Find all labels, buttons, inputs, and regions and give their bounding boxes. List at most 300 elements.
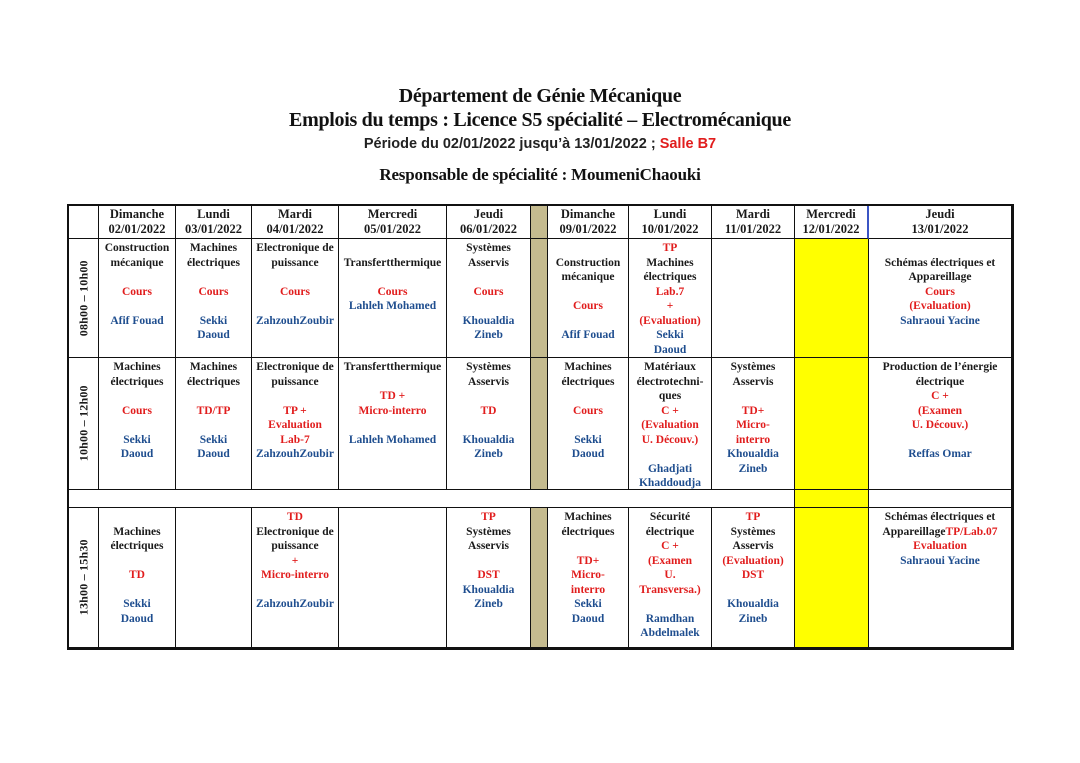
cell-text: Machines: [564, 361, 612, 373]
text-line: [548, 554, 628, 569]
cell-text: Cours: [279, 285, 311, 298]
text-line: [548, 256, 628, 271]
text-line: [629, 554, 711, 569]
cell-text: Khoualdia: [462, 583, 515, 596]
text-line: [447, 568, 530, 583]
time-slot-2: [69, 358, 99, 490]
text-line: [176, 447, 251, 462]
cell-text: Machines: [189, 361, 238, 373]
text-line: [252, 314, 338, 329]
responsable-line: Responsable de spécialité : MoumeniChaouki: [379, 165, 701, 184]
text-line: [869, 360, 1011, 375]
text-line: [629, 343, 711, 358]
cell-text: puissance: [271, 256, 319, 269]
text-line: [252, 375, 338, 390]
text-line: [869, 241, 1011, 256]
text-line: [252, 510, 338, 525]
corner-cell: [69, 206, 99, 239]
cell-text: Machines: [564, 511, 612, 523]
col-header-mardi-11: Mardi 11/01/2022: [712, 206, 795, 239]
text-line: [252, 256, 338, 271]
week-separator: [531, 239, 548, 358]
text-line: [629, 462, 711, 477]
cell-text: ZahzouhZoubir: [256, 314, 334, 327]
cell-text: Daoud: [653, 343, 687, 356]
cell-text: Cours: [924, 285, 956, 298]
text-line: [548, 510, 628, 525]
cell-text: Schémas électriques et: [884, 511, 996, 523]
text-line: [548, 447, 628, 462]
cell-text: Afif Fouad: [110, 314, 164, 327]
period-text: Période du 02/01/2022 jusqu’à 13/01/2022 ;: [363, 136, 660, 152]
cell-text: (Evaluation: [641, 419, 699, 431]
cell-text: DST: [741, 569, 765, 581]
col-header-jeudi-06: Jeudi 06/01/2022: [447, 206, 531, 239]
cell-text: Asservis: [468, 540, 509, 552]
cell-r1-lundi-03: [176, 239, 252, 358]
text-line: [548, 539, 628, 554]
text-line: [629, 525, 711, 540]
text-line: [548, 241, 628, 256]
text-line: [629, 299, 711, 314]
cell-text: (Evaluation): [722, 554, 784, 567]
room-label: Salle B7: [659, 136, 717, 152]
text-line: [712, 597, 794, 612]
cell-text: Sahraoui Yacine: [900, 554, 980, 567]
text-line: [447, 404, 530, 419]
cell-text: TD: [287, 511, 303, 523]
text-line: [176, 328, 251, 343]
cell-text: électrique: [915, 375, 965, 388]
text-line: [629, 539, 711, 554]
cell-text: (Evaluation): [639, 314, 701, 327]
text-line: [99, 241, 175, 256]
text-line: [99, 568, 175, 583]
cell-text: Machines: [189, 242, 238, 254]
text-line: [629, 314, 711, 329]
text-line: [629, 568, 711, 583]
cell-text: TD: [129, 569, 145, 581]
cell-text: TP: [745, 511, 761, 523]
text-line: [869, 375, 1011, 390]
cell-text: Construction: [555, 256, 621, 269]
text-line: [548, 597, 628, 612]
cell-r2-mardi-11: [712, 358, 795, 490]
text-line: [447, 554, 530, 569]
col-header-jeudi-13: Jeudi 13/01/2022: [869, 206, 1012, 239]
cell-text: Khaddoudja: [638, 477, 701, 489]
col-header-dimanche-09: Dimanche 09/01/2022: [548, 206, 629, 239]
text-line: [712, 539, 794, 554]
text-line: [99, 314, 175, 329]
text-line: [99, 360, 175, 375]
text-line: [869, 299, 1011, 314]
text-line: [869, 270, 1011, 285]
text-line: [447, 328, 530, 343]
text-line: [99, 404, 175, 419]
cell-text: Khoualdia: [727, 598, 779, 610]
text-line: [629, 626, 711, 641]
text-line: [447, 525, 530, 540]
cell-r1-jeudi-06: [447, 239, 531, 358]
cell-text: (Evaluation): [909, 300, 971, 312]
text-line: [548, 360, 628, 375]
text-line: [339, 285, 446, 300]
text-line: [629, 597, 711, 612]
cell-r1-mardi-11: [712, 239, 795, 358]
cell-text: Asservis: [732, 375, 774, 388]
text-line: [629, 256, 711, 271]
text-line: [447, 583, 530, 598]
cell-text: puissance: [271, 540, 319, 552]
cell-r2-lundi-10: [629, 358, 712, 490]
week-separator-header: [531, 206, 548, 239]
text-line: [869, 285, 1011, 300]
text-line: [629, 510, 711, 525]
cell-text: C +: [661, 540, 679, 552]
cell-text: Daoud: [120, 448, 154, 460]
text-line: [869, 404, 1011, 419]
text-line: [176, 360, 251, 375]
text-line: [176, 241, 251, 256]
cell-text: Appareillage: [882, 525, 946, 538]
text-line: [447, 510, 530, 525]
text-line: [99, 375, 175, 390]
text-line: [447, 539, 530, 554]
text-line: [629, 476, 711, 490]
text-line: [629, 404, 711, 419]
cell-text: Ramdhan: [645, 612, 695, 625]
text-line: [99, 299, 175, 314]
text-line: [176, 299, 251, 314]
text-line: [339, 360, 446, 375]
col-header-dimanche-02: Dimanche 02/01/2022: [99, 206, 176, 239]
cell-text: Cours: [572, 404, 604, 417]
text-line: [99, 612, 175, 627]
cell-text: Asservis: [468, 256, 509, 269]
text-line: [548, 299, 628, 314]
text-line: [252, 539, 338, 554]
cell-text: Cours: [121, 285, 153, 298]
cell-text: Systèmes: [730, 361, 776, 373]
cell-r3-lundi-10: [629, 508, 712, 648]
cell-text: Cours: [377, 285, 408, 298]
text-line: [99, 510, 175, 525]
text-line: [548, 433, 628, 448]
cell-text: Transfertthermique: [343, 256, 442, 269]
cell-text: Sécurité: [649, 511, 691, 523]
cell-text: U. Découv.): [641, 433, 699, 446]
cell-text: Sekki: [574, 598, 602, 610]
cell-text: Ghadjati: [647, 462, 693, 475]
week-separator: [531, 358, 548, 490]
cell-text: Cours: [198, 285, 229, 298]
text-line: [869, 389, 1011, 404]
cell-r1-mardi-04: [252, 239, 339, 358]
cell-text: électrotechni-: [636, 375, 704, 388]
cell-text: Daoud: [571, 612, 605, 625]
text-line: [176, 375, 251, 390]
cell-r3-jeudi-06: [447, 508, 531, 648]
cell-r1-dimanche-09: [548, 239, 629, 358]
text-line: [712, 568, 794, 583]
cell-text: Micro-: [736, 419, 770, 431]
document-header: [0, 84, 1080, 186]
cell-text: U. Découv.): [911, 419, 969, 431]
cell-text: Micro-interro: [358, 404, 427, 417]
text-line: [548, 314, 628, 329]
text-line: [99, 525, 175, 540]
text-line: [252, 389, 338, 404]
text-line: [447, 597, 530, 612]
text-line: [99, 389, 175, 404]
cell-r1-lundi-10: [629, 239, 712, 358]
cell-text: Sekki: [199, 433, 228, 446]
text-line: [629, 583, 711, 598]
cell-text: Daoud: [571, 448, 605, 460]
text-line: [339, 389, 446, 404]
cell-text: Transfertthermique: [343, 361, 442, 373]
text-line: [712, 418, 794, 433]
text-line: [252, 554, 338, 569]
cell-text: Zineb: [474, 598, 503, 610]
cell-text: Zineb: [738, 462, 768, 475]
cell-text: Micro-: [571, 569, 605, 581]
col-header-mercredi-05: Mercredi 05/01/2022: [339, 206, 447, 239]
cell-text: Khoualdia: [462, 314, 515, 327]
text-line: [252, 583, 338, 598]
cell-text: DST: [477, 569, 500, 581]
col-header-mercredi-12: Mercredi 12/01/2022: [795, 206, 869, 239]
text-line: [548, 328, 628, 343]
cell-text: interro: [735, 433, 771, 446]
cell-text: C +: [931, 390, 949, 402]
spacer-row: [69, 490, 795, 508]
cell-text: ZahzouhZoubir: [256, 448, 334, 460]
cell-text: Systèmes: [466, 525, 511, 538]
cell-text: Cours: [572, 300, 604, 312]
cell-text: TD+: [576, 554, 600, 567]
text-line: [447, 285, 530, 300]
text-line: [629, 418, 711, 433]
text-line: [176, 418, 251, 433]
cell-r2-lundi-03: [176, 358, 252, 490]
text-line: [548, 389, 628, 404]
text-line: [339, 241, 446, 256]
cell-text: +: [291, 554, 299, 567]
cell-r2-dimanche-09: [548, 358, 629, 490]
text-line: [447, 360, 530, 375]
text-line: [712, 389, 794, 404]
text-line: [629, 241, 711, 256]
text-line: [712, 433, 794, 448]
text-line: [339, 299, 446, 314]
cell-text: Machines: [113, 361, 161, 373]
text-line: [447, 299, 530, 314]
text-line: [548, 375, 628, 390]
cell-r2-mercredi-12: [795, 358, 869, 490]
cell-r3-dimanche-02: [99, 508, 176, 648]
time-slot-label: 13h00 – 15h30: [76, 539, 91, 616]
text-line: [252, 270, 338, 285]
cell-text: Machines: [646, 256, 694, 269]
cell-text: Construction: [104, 242, 170, 254]
text-line: [99, 270, 175, 285]
cell-text: interro: [570, 583, 606, 596]
timetable-title: Emplois du temps : Licence S5 spécialité – Electromécanique: [289, 109, 791, 131]
cell-text: Cours: [473, 285, 504, 298]
cell-text: Systèmes: [730, 525, 776, 538]
cell-text: Khoualdia: [727, 448, 779, 460]
text-line: [712, 554, 794, 569]
text-line: [252, 447, 338, 462]
text-line: [548, 404, 628, 419]
text-line: [869, 314, 1011, 329]
cell-text: Sekki: [656, 329, 684, 341]
time-slot-label: 08h00 – 10h00: [76, 260, 91, 336]
cell-text: Reffas Omar: [908, 448, 972, 460]
text-line: [712, 612, 794, 627]
cell-text: Zineb: [738, 612, 768, 625]
text-line: [869, 418, 1011, 433]
cell-r3-dimanche-09: [548, 508, 629, 648]
text-line: [447, 375, 530, 390]
cell-text: TP/Lab.07: [945, 525, 998, 538]
text-line: [99, 418, 175, 433]
text-line: [99, 539, 175, 554]
text-line: [176, 314, 251, 329]
text-line: [447, 256, 530, 271]
text-line: [176, 433, 251, 448]
cell-r3-mardi-04: [252, 508, 339, 648]
cell-r3-lundi-03: [176, 508, 252, 648]
cell-text: électriques: [186, 256, 240, 269]
text-line: [339, 375, 446, 390]
cell-text: TD/TP: [196, 404, 231, 417]
text-line: [252, 597, 338, 612]
cell-text: Electronique de: [256, 242, 334, 254]
cell-text: TD+: [741, 404, 765, 417]
col-header-lundi-10: Lundi 10/01/2022: [629, 206, 712, 239]
time-slot-1: [69, 239, 99, 358]
cell-text: TP: [481, 511, 496, 523]
text-line: [252, 360, 338, 375]
text-line: [252, 241, 338, 256]
time-slot-3: [69, 508, 99, 648]
text-line: [339, 418, 446, 433]
cell-text: Abdelmalek: [640, 627, 700, 639]
text-line: [629, 285, 711, 300]
cell-text: Sekki: [123, 433, 151, 446]
cell-r3-jeudi-13: [869, 508, 1012, 648]
cell-text: Systèmes: [466, 361, 511, 373]
cell-text: ZahzouhZoubir: [256, 598, 334, 610]
text-line: [252, 433, 338, 448]
cell-r3-mercredi-05: [339, 508, 447, 648]
text-line: [99, 256, 175, 271]
text-line: [629, 447, 711, 462]
text-line: [252, 418, 338, 433]
cell-text: Transversa.): [639, 583, 701, 596]
text-line: [99, 447, 175, 462]
cell-text: C +: [661, 404, 679, 417]
text-line: [447, 433, 530, 448]
cell-text: TD: [480, 404, 497, 417]
text-line: [869, 539, 1011, 554]
cell-text: électriques: [110, 540, 164, 552]
text-line: [252, 568, 338, 583]
department-title: Département de Génie Mécanique: [398, 85, 682, 107]
cell-text: U.: [664, 569, 676, 581]
cell-text: Zineb: [474, 448, 503, 460]
text-line: [447, 389, 530, 404]
text-line: [339, 270, 446, 285]
cell-text: Sekki: [199, 314, 228, 327]
text-line: [712, 447, 794, 462]
cell-text: électrique: [645, 525, 695, 538]
text-line: [176, 404, 251, 419]
cell-text: +: [666, 300, 674, 312]
cell-text: Asservis: [468, 375, 509, 388]
text-line: [252, 404, 338, 419]
text-line: [176, 285, 251, 300]
text-line: [447, 418, 530, 433]
text-line: [548, 568, 628, 583]
text-line: [252, 299, 338, 314]
cell-text: Matériaux: [644, 361, 696, 373]
text-line: [548, 525, 628, 540]
cell-text: Daoud: [120, 612, 154, 625]
text-line: [447, 270, 530, 285]
cell-text: Micro-interro: [261, 569, 329, 581]
text-line: [869, 256, 1011, 271]
text-line: [339, 256, 446, 271]
cell-text: Electronique de: [256, 361, 334, 373]
cell-text: électriques: [643, 271, 697, 283]
text-line: [99, 554, 175, 569]
cell-text: Production de l’énergie: [882, 361, 998, 373]
text-line: [548, 612, 628, 627]
text-line: [252, 525, 338, 540]
text-line: [629, 612, 711, 627]
text-line: [629, 433, 711, 448]
cell-text: (Examen: [917, 404, 963, 417]
text-line: [548, 285, 628, 300]
text-line: [447, 314, 530, 329]
text-line: [99, 285, 175, 300]
cell-r1-dimanche-02: [99, 239, 176, 358]
text-line: [447, 447, 530, 462]
period-line: [0, 134, 1080, 154]
text-line: [869, 433, 1011, 448]
cell-text: Electronique de: [256, 525, 334, 538]
cell-r2-mardi-04: [252, 358, 339, 490]
text-line: [629, 375, 711, 390]
text-line: [176, 389, 251, 404]
text-line: [447, 241, 530, 256]
text-line: [869, 447, 1011, 462]
text-line: [629, 328, 711, 343]
cell-text: ques: [658, 390, 682, 402]
text-line: [712, 510, 794, 525]
text-line: [869, 525, 1011, 540]
cell-r3-mardi-11: [712, 508, 795, 648]
cell-text: Lab.7: [655, 285, 685, 298]
text-line: [629, 270, 711, 285]
text-line: [869, 554, 1011, 569]
text-line: [176, 270, 251, 285]
week-separator: [531, 508, 548, 648]
